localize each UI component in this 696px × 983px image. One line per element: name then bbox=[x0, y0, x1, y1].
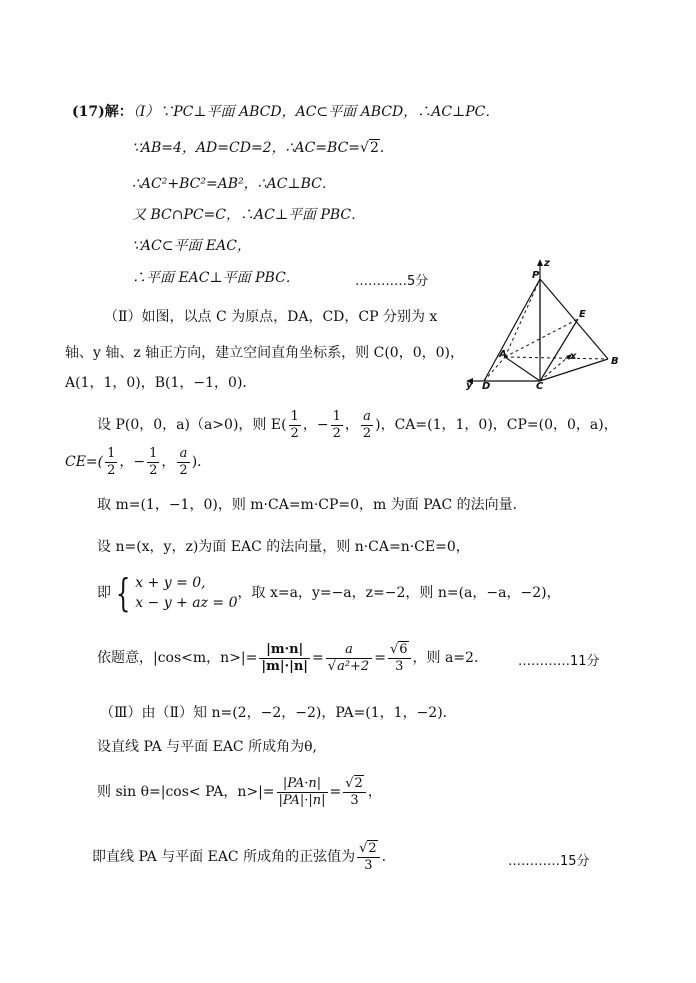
label-A: A bbox=[499, 349, 507, 360]
sqrt-value: 2 bbox=[369, 140, 379, 156]
part2-line2: 轴、y 轴、z 轴正方向，建立空间直角坐标系，则 C(0，0，0)， bbox=[65, 345, 464, 361]
solution-label: 解： bbox=[104, 104, 133, 120]
label-C: C bbox=[536, 381, 544, 390]
frac-half: $\frac{1}{2}$ bbox=[290, 408, 299, 441]
score-5: …………5分 bbox=[355, 274, 429, 289]
part2-line1: （Ⅱ）如图，以点 C 为原点，DA，CD，CP 分别为 x bbox=[104, 309, 438, 325]
part2-line6: 取 m=(1，−1，0)，则 m·CA=m·CP=0，m 为面 PAC 的法向量． bbox=[97, 497, 527, 513]
part1-line2: ∵AB=4，AD=CD=2，∴AC=BC=√2． bbox=[132, 140, 394, 156]
edge-CB bbox=[540, 359, 608, 381]
x-axis-dashed bbox=[540, 357, 568, 381]
part2-line9: 依题意，|cos<m，n>|= $\frac{|m\cdot n|}{|m|\cdot|n|}$ = $\frac{a}{\text{√a²+2}}$ = $\frac{√6}{3}$ ，则 a=2． bbox=[97, 641, 488, 674]
edge-PD bbox=[484, 279, 540, 381]
dashed-AB bbox=[505, 357, 608, 359]
frac-sqrt6-over-3: $\frac{√6}{3}$ bbox=[388, 642, 411, 675]
frac-a-half: $\frac{a}{2}$ bbox=[179, 445, 188, 478]
frac-sqrt2-over-3: $\frac{√2}{3}$ bbox=[343, 776, 366, 809]
part2-line3: A(1，1，0)，B(1，−1，0)． bbox=[65, 375, 257, 391]
score-15: …………15分 bbox=[508, 854, 590, 869]
frac-a-half: $\frac{a}{2}$ bbox=[362, 408, 372, 441]
part1-line3: ∴AC²+BC²=AB²，∴AC⊥BC． bbox=[132, 176, 336, 192]
dashed-AP bbox=[505, 279, 540, 357]
part3-line2: 设直线 PA 与平面 EAC 所成角为θ, bbox=[97, 739, 317, 755]
part1-line4: 又 BC∩PC=C，∴AC⊥平面 PBC． bbox=[132, 207, 366, 223]
part2-line8: 即 { x + y = 0, x − y + az = 0 ，取 x=a，y=−a，z=−2，则 n=(a，−a，−2)， bbox=[97, 571, 561, 615]
frac-a-over-sqrt: $\frac{a}{\text{√a²+2}}$ bbox=[326, 642, 372, 675]
frac-half: $\frac{1}{2}$ bbox=[149, 445, 158, 478]
label-E: E bbox=[579, 309, 586, 320]
left-brace: { bbox=[115, 571, 131, 615]
frac-half: $\frac{1}{2}$ bbox=[332, 408, 341, 441]
label-x: x bbox=[570, 351, 577, 362]
z-arrow-icon bbox=[537, 259, 543, 266]
problem-header-line bbox=[72, 102, 499, 122]
frac-half: $\frac{1}{2}$ bbox=[107, 445, 116, 478]
equation-system: x + y = 0, x − y + az = 0 bbox=[135, 575, 238, 611]
problem-number: (17) bbox=[72, 104, 105, 120]
label-y: y bbox=[466, 380, 473, 390]
frac-sqrt2-over-3: $\frac{√2}{3}$ bbox=[357, 841, 380, 874]
part3-line3: 则 sin θ=|cos< PA，n>|= $\frac{|PA\cdot n|}{|PA|\cdot|n|}$ = $\frac{√2}{3}$ ， bbox=[97, 775, 382, 808]
label-z: z bbox=[544, 258, 550, 269]
part1-line1: （Ⅰ）∵PC⊥平面 ABCD，AC⊂平面 ABCD，∴AC⊥PC． bbox=[132, 104, 500, 120]
frac-sin: $\frac{|PA\cdot n|}{|PA|\cdot|n|}$ bbox=[278, 775, 326, 808]
part2-line7: 设 n=(x，y，z)为面 EAC 的法向量，则 n·CA=n·CE=0， bbox=[97, 539, 470, 555]
dashed-DA bbox=[484, 357, 505, 381]
geometry-figure bbox=[462, 255, 632, 390]
part1-line5: ∵AC⊂平面 EAC， bbox=[132, 238, 251, 254]
part3-line1: （Ⅲ）由（Ⅱ）知 n=(2，−2，−2)，PA=(1，1，−2)． bbox=[100, 705, 457, 721]
part3-line4: 即直线 PA 与平面 EAC 所成角的正弦值为 $\frac{√2}{3}$ ． bbox=[92, 840, 396, 873]
part1-line6: ∴平面 EAC⊥平面 PBC． bbox=[132, 270, 300, 286]
sqrt-symbol: √ bbox=[360, 140, 369, 156]
edge-AC bbox=[505, 357, 540, 381]
edge-PB bbox=[540, 279, 608, 359]
label-B: B bbox=[611, 356, 619, 367]
part2-line5: CE=( $\frac{1}{2}$ ，− $\frac{1}{2}$ ， $\frac{a}{2}$ )． bbox=[65, 445, 212, 478]
part2-line4: 设 P(0，0，a)（a>0)，则 E( $\frac{1}{2}$ ，− $\frac{1}{2}$ ， $\frac{a}{2}$ )，CA=(1，1，0)，CP=(0，0，a)， bbox=[97, 408, 618, 441]
score-11: …………11分 bbox=[518, 654, 600, 669]
edge-CE bbox=[540, 319, 578, 381]
label-P: P bbox=[532, 270, 540, 281]
label-D: D bbox=[482, 381, 491, 390]
frac-cos: $\frac{|m\cdot n|}{|m|\cdot|n|}$ bbox=[261, 641, 309, 674]
